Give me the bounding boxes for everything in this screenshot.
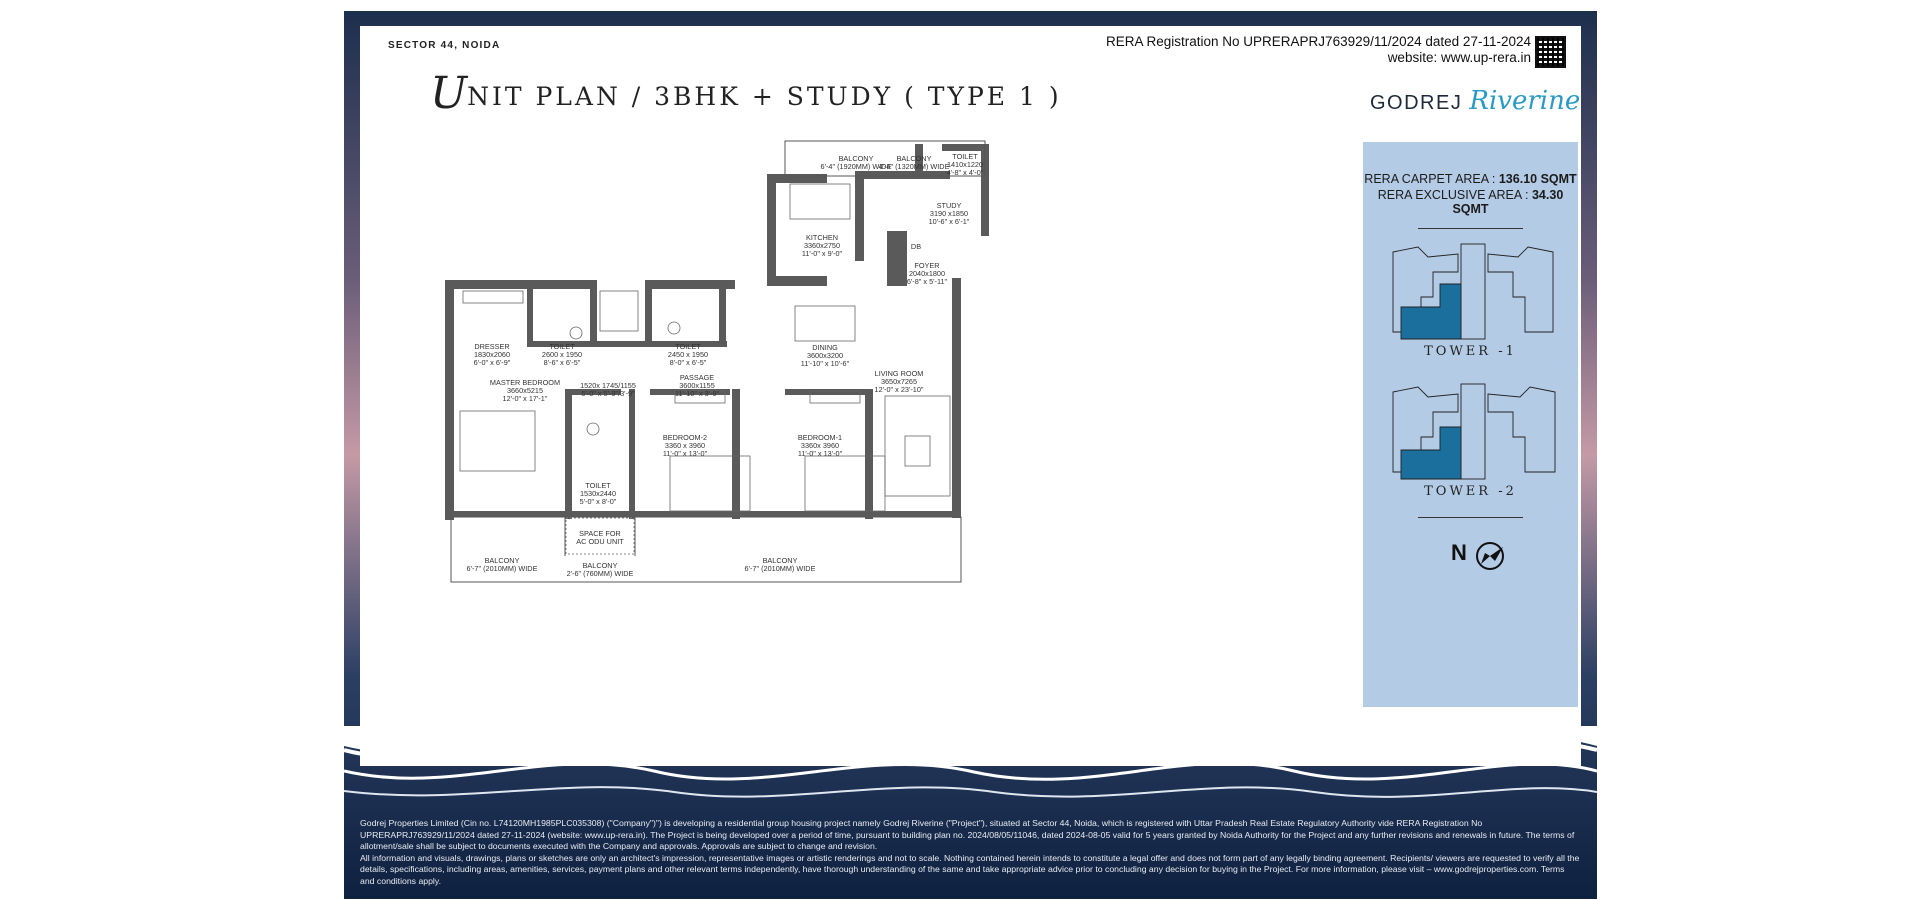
bedroom1-imp: 11'-0" x 13'-0" — [797, 449, 843, 458]
balcony-small-name: BALCONY — [582, 561, 618, 570]
wall — [785, 389, 865, 395]
wall — [855, 171, 950, 179]
ac-space-line1: SPACE FOR — [579, 529, 621, 538]
passage-name: PASSAGE — [679, 373, 715, 382]
tower1-keyplan — [1383, 242, 1563, 342]
balcony-top-size: 6'-4" (1920MM) WIDE — [820, 162, 892, 171]
carpet-area-label: RERA CARPET AREA : — [1364, 172, 1496, 186]
foyer-dim: 2040x1800 — [908, 269, 946, 278]
north-arrow-icon — [1473, 539, 1507, 573]
qr-code-icon — [1535, 36, 1566, 68]
kitchen-counter — [790, 184, 850, 219]
toilet-common-dim: 2450 x 1950 — [667, 350, 709, 359]
carpet-area-value: 136.10 SQMT — [1498, 172, 1577, 186]
wash-basin — [570, 327, 582, 339]
dining-dim: 3600x3200 — [806, 351, 844, 360]
passage-dim: 3600x1155 — [679, 381, 715, 390]
foyer-imp: 6'-8" x 5'-11" — [906, 277, 948, 286]
title-initial: U — [430, 68, 468, 119]
bedroom2-imp: 11'-0" x 13'-0" — [662, 449, 708, 458]
brand-logo — [1370, 86, 1580, 116]
wall — [767, 174, 776, 286]
wardrobe — [463, 291, 523, 303]
toilet-master-imp: 8'-6" x 6'-5" — [543, 358, 581, 367]
content-area — [360, 26, 1581, 766]
keyplan-block — [1488, 247, 1553, 332]
dining-name: DINING — [812, 343, 838, 352]
study-name: STUDY — [936, 201, 962, 210]
bedroom1-dim: 3360x 3960 — [800, 441, 840, 450]
wall — [887, 231, 907, 286]
coffee-table — [905, 436, 930, 466]
wall — [732, 389, 740, 519]
living-room-imp: 12'-0" x 23'-10" — [874, 385, 924, 394]
wardrobe-imp: 5'-0" x 5'-9"/3'-9" — [581, 389, 635, 398]
dresser-imp: 6'-0" x 6'-9" — [473, 358, 511, 367]
balcony-top-name: BALCONY — [838, 154, 874, 163]
title-text: NIT PLAN / 3BHK + STUDY ( TYPE 1 ) — [467, 82, 1062, 111]
brochure-sheet — [344, 11, 1597, 899]
study-imp: 10'-6" x 6'-1" — [928, 217, 970, 226]
wall — [767, 174, 827, 183]
wall — [527, 280, 533, 347]
living-room-dim: 3650x7265 — [880, 377, 918, 386]
study-dim: 3190 x1850 — [929, 209, 969, 218]
toilet-b-name: TOILET — [585, 481, 611, 490]
wall — [942, 144, 987, 151]
toilet-master-dim: 2600 x 1950 — [541, 350, 583, 359]
disclaimer-para2: All information and visuals, drawings, plans or sketches are only an architect's impression, representative images or artistic renderings and not to scale. Nothing contained herein intends to constitute a legal offer and does not form part of any legally binding agreement. Recipients/ viewers are requested to verify all the details, specifications, including areas, amenities, services, payment plans and other relevant terms independently, have thorough understanding of the same and take appropriate advice prior to concluding any decision for buying in the Project. For more information, please visit – www.godrejproperties.com. Terms and conditions apply. — [360, 852, 1580, 886]
tower2-keyplan — [1383, 382, 1563, 482]
wall — [767, 276, 827, 286]
balcony-right-name: BALCONY — [762, 556, 798, 565]
master-bed — [460, 411, 535, 471]
shower — [600, 291, 638, 331]
logo-script: Riverine — [1469, 86, 1581, 116]
toilet-b-dim: 1530x2440 — [579, 489, 617, 498]
disclaimer — [360, 818, 1581, 887]
decorative-wave — [344, 716, 1597, 806]
bedroom2-dim: 3360 x 3960 — [664, 441, 706, 450]
location-label: SECTOR 44, NOIDA — [388, 40, 501, 51]
disclaimer-para1: Godrej Properties Limited (Cin no. L74120MH1985PLC035308) ("Company")") is developing a residential group housing project namely Godrej Riverine ("Project"), situated at Sector 44, Noida, which is registered with Uttar Pradesh Real Estate Regulatory Authority vide RERA Registration No UPRERAPRJ763929/11/2024 dated 27-11-2024 (website: www.up-rera.in). The Project is being developed over a period of time, pursuant to building plan no. 2024/08/05/11046, dated 2024-08-05 valid for 5 years granted by Noida Authority for the Project and any further revisions and renewals in future. The terms of allotment/sale shall be subject to documents executed with the Company and approvals. Approvals are subject to change and revision. — [360, 818, 1575, 851]
wall — [445, 511, 960, 517]
kitchen-imp: 11'-0" x 9'-0" — [801, 249, 843, 258]
toilet-master-name: TOILET — [549, 342, 575, 351]
wall — [719, 280, 726, 347]
living-room-name: LIVING ROOM — [874, 369, 924, 378]
page-title — [430, 68, 1062, 119]
passage-imp: 11'-10" x 3'-9" — [674, 389, 720, 398]
exclusive-area-label: RERA EXCLUSIVE AREA : — [1377, 188, 1529, 202]
foyer-name: FOYER — [914, 261, 940, 270]
toilet-study-dim: 1410x1220 — [946, 160, 984, 169]
wall — [445, 280, 454, 520]
balcony-left-size: 6'-7" (2010MM) WIDE — [466, 564, 538, 573]
keyplan-core — [1461, 384, 1485, 479]
balcony-top2-name: BALCONY — [896, 154, 932, 163]
keyplan-core — [1461, 244, 1485, 339]
carpet-area — [1363, 172, 1578, 186]
rera-website: website: www.up-rera.in — [1387, 50, 1531, 65]
wash-basin — [668, 322, 680, 334]
wash-basin — [587, 423, 599, 435]
toilet-study-name: TOILET — [952, 152, 978, 161]
master-bedroom-dim: 3660x5215 — [506, 386, 544, 395]
balcony-left-name: BALCONY — [484, 556, 520, 565]
toilet-common-imp: 8'-0" x 6'-5" — [669, 358, 707, 367]
wall — [952, 278, 961, 518]
toilet-b-imp: 5'-0" x 8'-0" — [579, 497, 617, 506]
floor-plan — [445, 126, 1000, 596]
wall — [629, 389, 635, 519]
bedroom1-name: BEDROOM-1 — [797, 433, 843, 442]
keyplan-block — [1488, 387, 1555, 472]
wall — [645, 280, 652, 347]
sofa — [885, 396, 950, 496]
wardrobe-dim: 1520x 1745/1155 — [580, 381, 636, 390]
balcony-top2-size: 4'-4" (1320MM) WIDE — [878, 162, 950, 171]
logo-brand: GODREJ — [1370, 92, 1463, 114]
wall — [855, 171, 864, 261]
kitchen-dim: 3360x2750 — [803, 241, 841, 250]
master-bedroom-imp: 12'-0" x 17'-1" — [502, 394, 548, 403]
kitchen-name: KITCHEN — [805, 233, 839, 242]
wall — [865, 389, 873, 519]
north-label: N — [1451, 540, 1467, 565]
divider — [1418, 228, 1523, 229]
balcony-small-size: 2'-6" (760MM) WIDE — [566, 569, 634, 578]
exclusive-area-value: 34.30 SQMT — [1452, 188, 1564, 216]
toilet-study-imp: 4'-8" x 4'-0" — [946, 168, 984, 177]
bedroom2-name: BEDROOM-2 — [662, 433, 708, 442]
tower2-label: TOWER -2 — [1424, 484, 1517, 499]
rera-registration — [1106, 34, 1531, 66]
db-label: DB — [910, 242, 922, 251]
rera-registration-number: RERA Registration No UPRERAPRJ763929/11/2024 dated 27-11-2024 — [1105, 34, 1531, 49]
ac-space-line2: AC ODU UNIT — [576, 537, 624, 546]
wall — [445, 280, 595, 289]
wall — [565, 389, 572, 519]
info-panel — [1363, 142, 1578, 707]
toilet-common-name: TOILET — [675, 342, 701, 351]
balcony-right-size: 6'-7" (2010MM) WIDE — [744, 564, 816, 573]
dining-table — [795, 306, 855, 341]
dresser-dim: 1830x2060 — [473, 350, 511, 359]
master-bedroom-name: MASTER BEDROOM — [489, 378, 561, 387]
tower1-label: TOWER -1 — [1424, 344, 1517, 359]
dining-imp: 11'-10" x 10'-6" — [800, 359, 850, 368]
dresser-name: DRESSER — [474, 342, 510, 351]
divider — [1418, 517, 1523, 518]
wall — [590, 280, 597, 347]
exclusive-area — [1363, 188, 1578, 216]
